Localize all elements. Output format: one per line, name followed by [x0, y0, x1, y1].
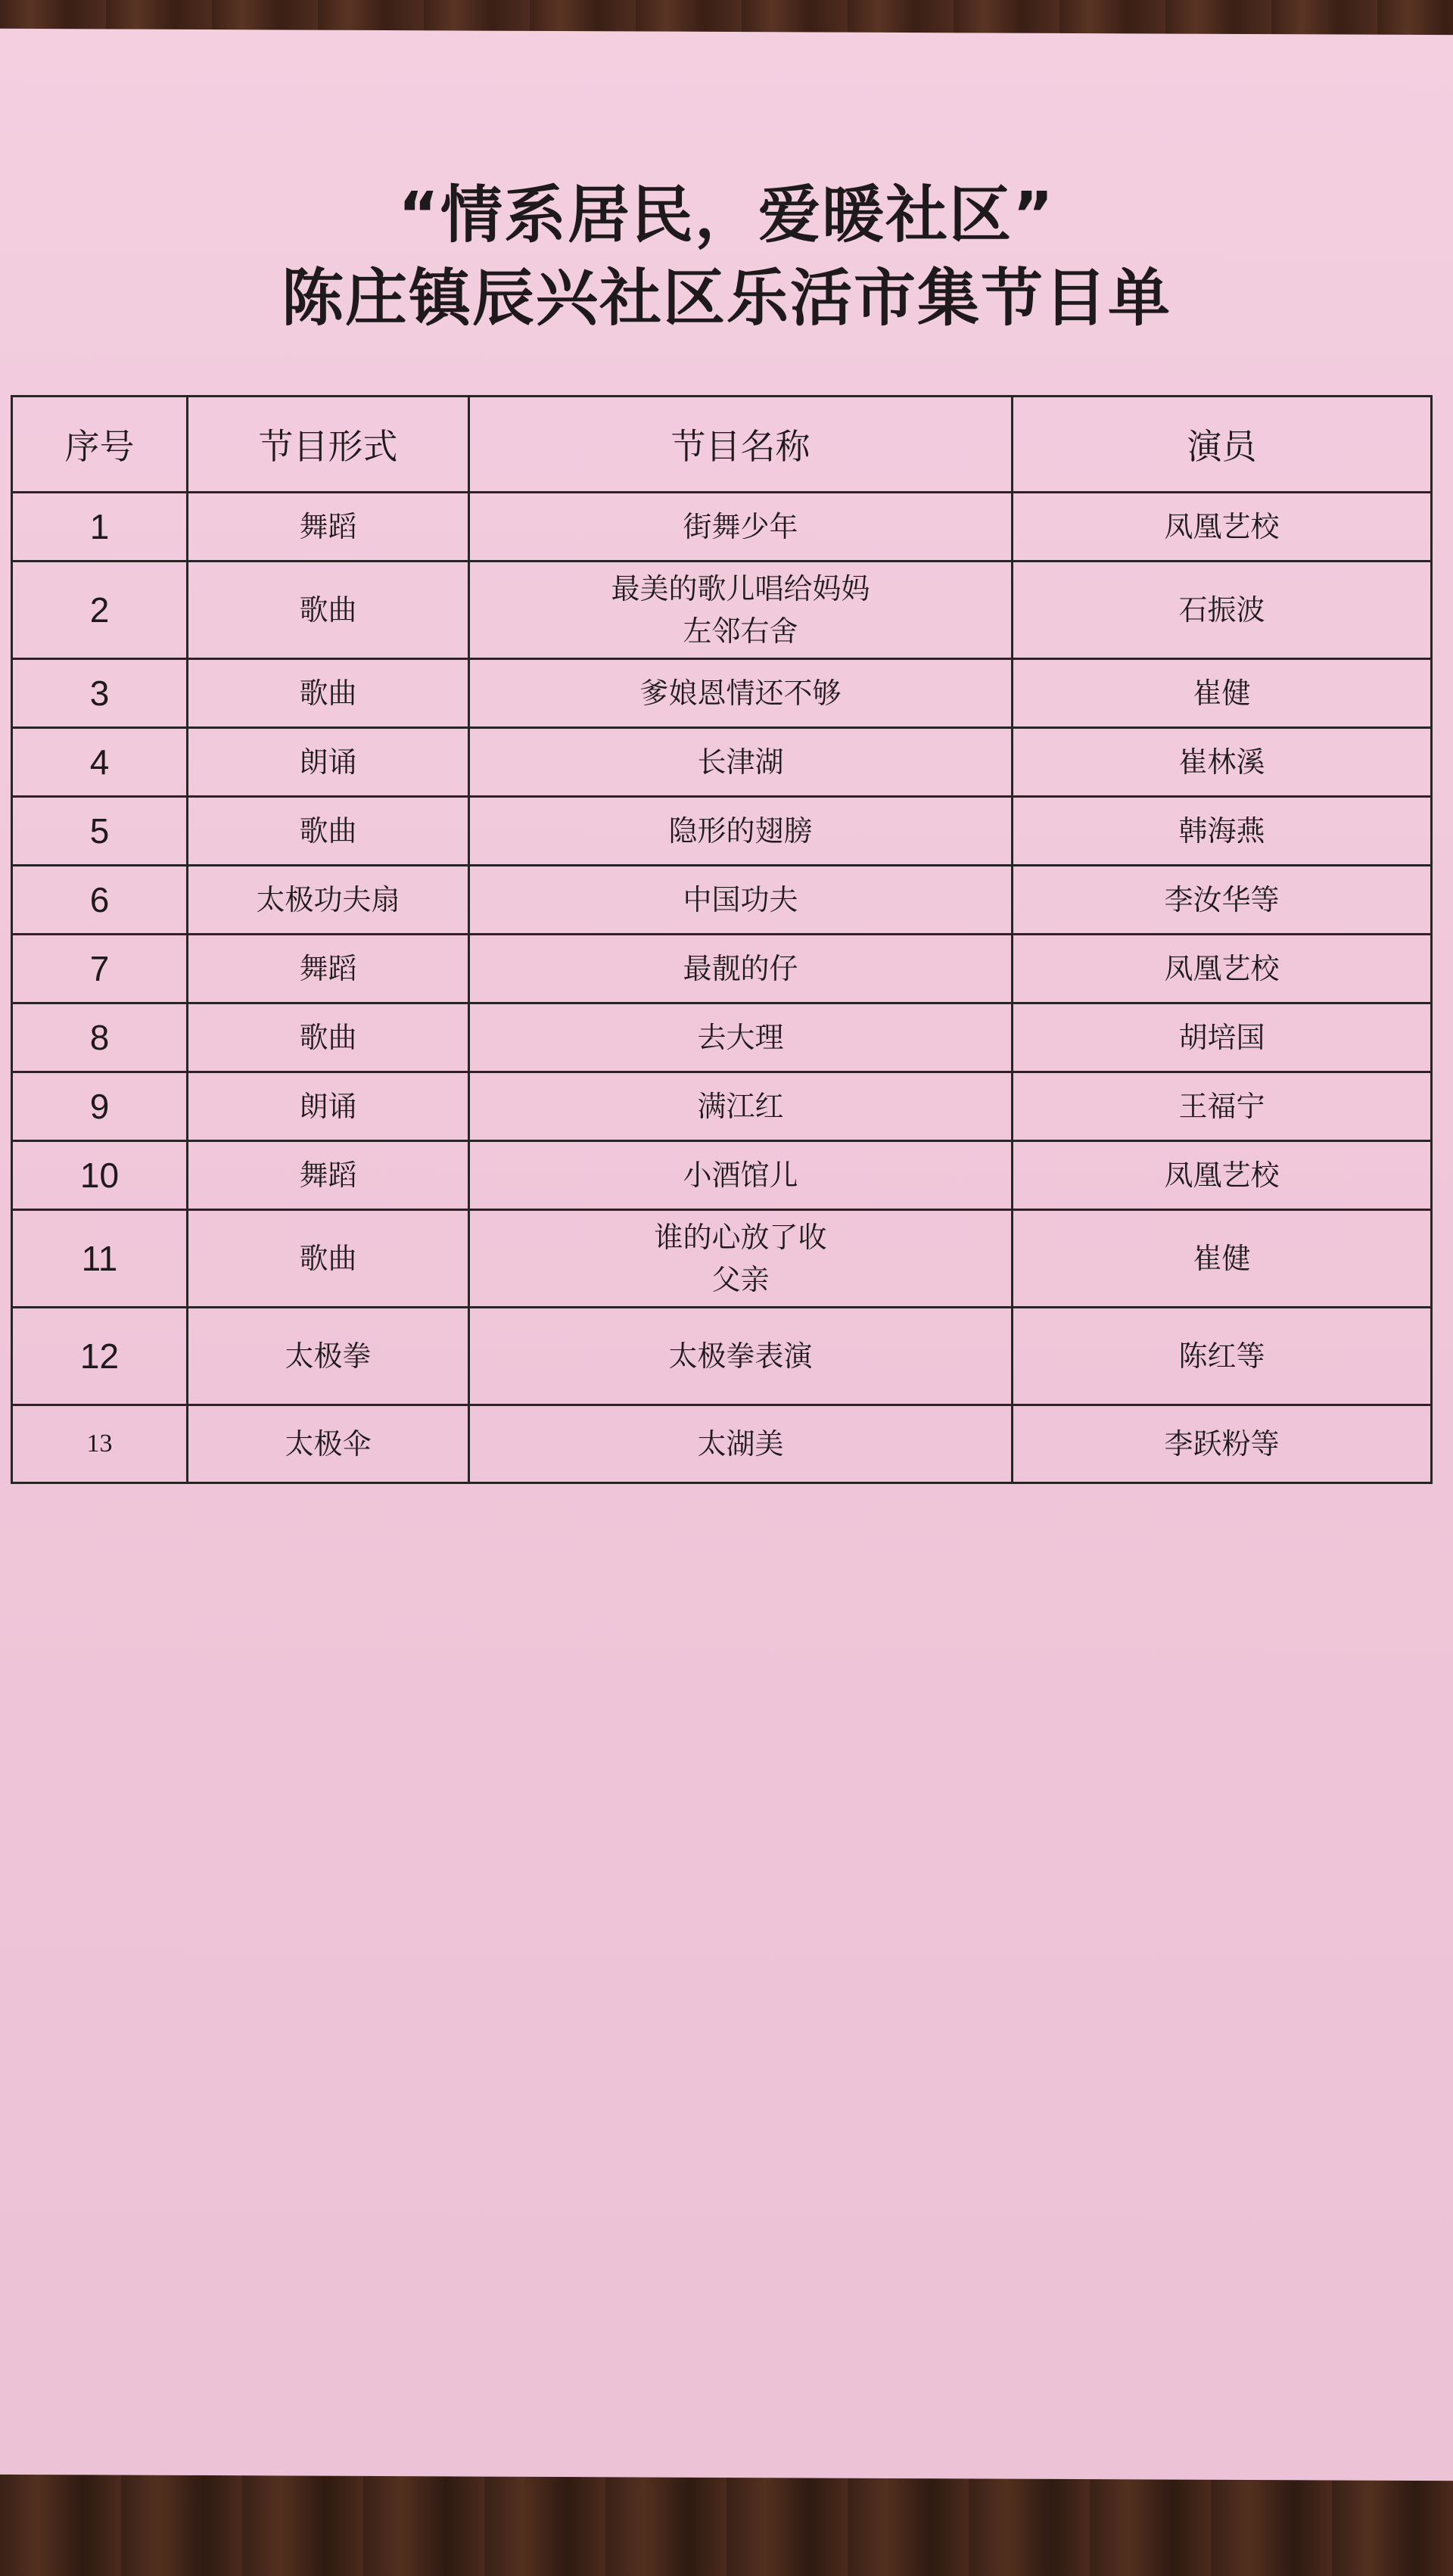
cell-form: 歌曲 [188, 797, 469, 866]
cell-form: 歌曲 [188, 562, 469, 659]
cell-name [469, 797, 1013, 866]
cell-performer: 石振波 [1013, 562, 1432, 659]
cell-name [469, 728, 1013, 797]
cell-name-line: 谁的心放了收 [654, 1221, 827, 1254]
cell-form: 歌曲 [188, 1003, 469, 1072]
cell-performer: 凤凰艺校 [1013, 1141, 1432, 1210]
cell-form: 舞蹈 [188, 493, 469, 562]
cell-name [469, 866, 1013, 935]
cell-name-line: 街舞少年 [683, 510, 798, 543]
cell-number: 4 [12, 728, 188, 797]
table-row [12, 1210, 1432, 1308]
table-row [12, 659, 1432, 728]
table-row [12, 493, 1432, 562]
cell-form: 舞蹈 [188, 1141, 469, 1210]
cell-name-line: 太湖美 [697, 1427, 784, 1461]
table-row [12, 1308, 1432, 1405]
cell-form: 太极功夫扇 [188, 866, 469, 935]
cell-form: 歌曲 [188, 659, 469, 728]
program-table-container [11, 395, 1430, 1484]
cell-form: 朗诵 [188, 1072, 469, 1141]
table-row [12, 1141, 1432, 1210]
table-row [12, 728, 1432, 797]
cell-number: 10 [12, 1141, 188, 1210]
cell-number: 3 [12, 659, 188, 728]
cell-name [469, 1072, 1013, 1141]
table-row [12, 935, 1432, 1003]
cell-number: 6 [12, 866, 188, 935]
table-row [12, 797, 1432, 866]
table-row [12, 1072, 1432, 1141]
table-row [12, 1405, 1432, 1483]
header-form: 节目形式 [188, 397, 469, 493]
title-program-list: 陈庄镇辰兴社区乐活市集节目单 [281, 263, 1171, 334]
cell-number: 1 [12, 493, 188, 562]
cell-name-line: 隐形的翅膀 [668, 814, 813, 848]
title-slogan: “情系居民，爱暖社区” [398, 179, 1055, 251]
cell-name-line: 小酒馆儿 [683, 1159, 798, 1192]
cell-name-line: 太极拳表演 [668, 1339, 813, 1373]
cell-performer: 崔林溪 [1013, 728, 1432, 797]
cell-number: 12 [12, 1308, 188, 1405]
cell-number: 2 [12, 562, 188, 659]
cell-performer: 崔健 [1013, 1210, 1432, 1308]
cell-number: 8 [12, 1003, 188, 1072]
cell-name [469, 935, 1013, 1003]
cell-form: 太极伞 [188, 1405, 469, 1483]
table-header-row [12, 397, 1432, 493]
cell-performer: 李汝华等 [1013, 866, 1432, 935]
cell-name-line: 中国功夫 [683, 883, 798, 916]
cell-name [469, 562, 1013, 659]
cell-number: 9 [12, 1072, 188, 1141]
cell-name-line: 爹娘恩情还不够 [639, 677, 842, 710]
cell-performer: 凤凰艺校 [1013, 935, 1432, 1003]
cell-name [469, 1308, 1013, 1405]
program-table [11, 395, 1433, 1484]
cell-name [469, 1405, 1013, 1483]
cell-performer: 韩海燕 [1013, 797, 1432, 866]
cell-form: 太极拳 [188, 1308, 469, 1405]
cell-name-line: 最美的歌儿唱给妈妈 [611, 572, 870, 605]
cell-name-line: 满江红 [697, 1090, 784, 1123]
header-name: 节目名称 [469, 397, 1013, 493]
cell-performer: 陈红等 [1013, 1308, 1432, 1405]
cell-performer: 王福宁 [1013, 1072, 1432, 1141]
cell-name-line: 长津湖 [697, 745, 784, 779]
cell-name [469, 1141, 1013, 1210]
cell-performer: 李跃粉等 [1013, 1405, 1432, 1483]
cell-performer: 胡培国 [1013, 1003, 1432, 1072]
cell-performer: 崔健 [1013, 659, 1432, 728]
document-title [0, 174, 1453, 341]
table-row [12, 1003, 1432, 1072]
cell-name-line: 左邻右舍 [683, 614, 798, 648]
header-performer: 演员 [1013, 397, 1432, 493]
cell-number: 11 [12, 1210, 188, 1308]
cell-name [469, 659, 1013, 728]
cell-name [469, 493, 1013, 562]
cell-performer: 凤凰艺校 [1013, 493, 1432, 562]
cell-name-line: 最靓的仔 [683, 952, 798, 985]
cell-name-line: 父亲 [711, 1263, 770, 1296]
table-row [12, 562, 1432, 659]
cell-number: 13 [12, 1405, 188, 1483]
cell-name [469, 1003, 1013, 1072]
cell-name [469, 1210, 1013, 1308]
cell-form: 朗诵 [188, 728, 469, 797]
cell-name-line: 去大理 [697, 1021, 784, 1054]
table-row [12, 866, 1432, 935]
cell-form: 歌曲 [188, 1210, 469, 1308]
cell-form: 舞蹈 [188, 935, 469, 1003]
header-number: 序号 [12, 397, 188, 493]
cell-number: 7 [12, 935, 188, 1003]
cell-number: 5 [12, 797, 188, 866]
